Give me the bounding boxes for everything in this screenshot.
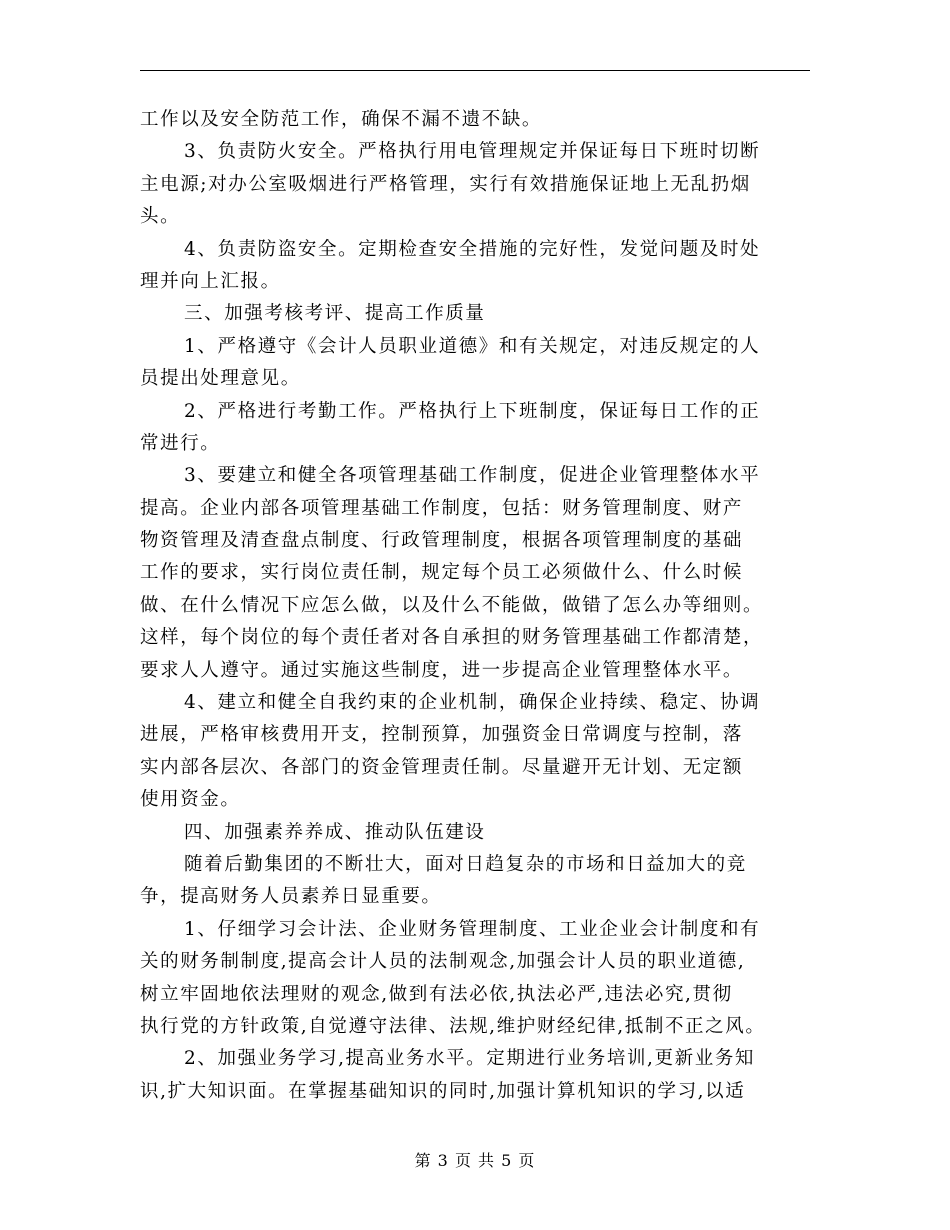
text-line: 识,扩大知识面。在掌握基础知识的同时,加强计算机知识的学习,以适: [140, 1080, 746, 1102]
text-line: 提高。企业内部各项管理基础工作制度，包括：财务管理制度、财产: [140, 497, 744, 519]
text-line: 这样，每个岗位的每个责任者对各自承担的财务管理基础工作都清楚，: [140, 627, 764, 649]
text-line: 要求人人遵守。通过实施这些制度，进一步提高企业管理整体水平。: [140, 659, 744, 681]
text-line: 1、严格遵守《会计人员职业道德》和有关规定，对违反规定的人: [184, 335, 761, 357]
text-line: 执行党的方针政策,自觉遵守法律、法规,维护财经纪律,抵制不正之风。: [140, 1015, 766, 1037]
text-line: 随着后勤集团的不断壮大，面对日趋复杂的市场和日益加大的竞: [184, 853, 747, 875]
text-line: 使用资金。: [140, 789, 241, 811]
text-line: 3、负责防火安全。严格执行用电管理规定并保证每日下班时切断: [184, 141, 761, 163]
text-line: 4、负责防盗安全。定期检查安全措施的完好性，发觉问题及时处: [184, 238, 761, 260]
text-line: 进展，严格审核费用开支，控制预算，加强资金日常调度与控制，落: [140, 724, 744, 746]
text-line: 理并向上汇报。: [140, 270, 281, 292]
document-body: [140, 104, 812, 1108]
text-line: 树立牢固地依法理财的观念,做到有法必依,执法必严,违法必究,贯彻: [140, 983, 733, 1005]
text-line: 4、建立和健全自我约束的企业机制，确保企业持续、稳定、协调: [184, 692, 761, 714]
page-number-footer: 第 3 页 共 5 页: [414, 1151, 536, 1170]
text-line: 实内部各层次、各部门的资金管理责任制。尽量避开无计划、无定额: [140, 756, 744, 778]
text-line: 物资管理及清查盘点制度、行政管理制度，根据各项管理制度的基础: [140, 530, 744, 552]
section-heading: 四、加强素养养成、推动队伍建设: [184, 821, 486, 843]
text-line: 关的财务制制度,提高会计人员的法制观念,加强会计人员的职业道德,: [140, 951, 746, 973]
text-line: 工作的要求，实行岗位责任制，规定每个员工必须做什么、什么时候: [140, 562, 744, 584]
text-line: 2、加强业务学习,提高业务水平。定期进行业务培训,更新业务知: [184, 1048, 756, 1070]
text-line: 做、在什么情况下应怎么做，以及什么不能做，做错了怎么办等细则。: [140, 594, 764, 616]
text-line: 头。: [140, 206, 181, 228]
text-line: 2、严格进行考勤工作。严格执行上下班制度，保证每日工作的正: [184, 400, 761, 422]
section-heading: 三、加强考核考评、提高工作质量: [184, 303, 486, 325]
text-line: 工作以及安全防范工作，确保不漏不遗不缺。: [140, 109, 543, 130]
text-line: 3、要建立和健全各项管理基础工作制度，促进企业管理整体水平: [184, 465, 761, 487]
header-rule: [140, 70, 810, 71]
text-line: 争，提高财务人员素养日显重要。: [140, 886, 442, 908]
text-line: 常进行。: [140, 432, 221, 454]
text-line: 1、仔细学习会计法、企业财务管理制度、工业企业会计制度和有: [184, 918, 761, 940]
text-line: 员提出处理意见。: [140, 368, 301, 390]
text-line: 主电源;对办公室吸烟进行严格管理，实行有效措施保证地上无乱扔烟: [140, 173, 751, 195]
